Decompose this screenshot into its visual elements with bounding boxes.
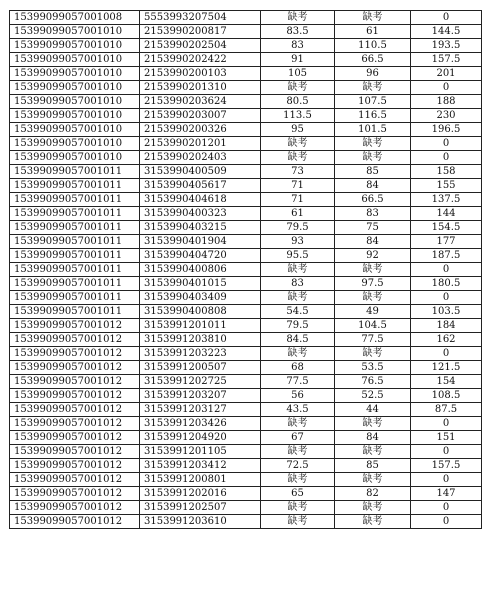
subject-score-1-cell: 77.5: [261, 375, 335, 389]
subject-score-2-cell: 缺考: [335, 263, 411, 277]
candidate-id-cell: 3153991202725: [140, 375, 261, 389]
subject-score-2-cell: 75: [335, 221, 411, 235]
total-score-cell: 0: [411, 137, 482, 151]
subject-score-1-cell: 54.5: [261, 305, 335, 319]
exam-room-cell: 15399099057001010: [10, 137, 140, 151]
subject-score-1-cell: 68: [261, 361, 335, 375]
score-table-body: [10, 11, 482, 529]
candidate-id-cell: 3153991204920: [140, 431, 261, 445]
exam-room-cell: 15399099057001011: [10, 221, 140, 235]
total-score-cell: 184: [411, 319, 482, 333]
table-row: [10, 291, 482, 305]
total-score-cell: 121.5: [411, 361, 482, 375]
subject-score-1-cell: 95: [261, 123, 335, 137]
candidate-id-cell: 3153991203610: [140, 515, 261, 529]
exam-room-cell: 15399099057001012: [10, 319, 140, 333]
total-score-cell: 0: [411, 501, 482, 515]
table-row: [10, 375, 482, 389]
subject-score-2-cell: 97.5: [335, 277, 411, 291]
subject-score-2-cell: 缺考: [335, 445, 411, 459]
candidate-id-cell: 3153990400808: [140, 305, 261, 319]
candidate-id-cell: 3153991203810: [140, 333, 261, 347]
subject-score-1-cell: 105: [261, 67, 335, 81]
table-row: [10, 39, 482, 53]
exam-room-cell: 15399099057001012: [10, 501, 140, 515]
total-score-cell: 108.5: [411, 389, 482, 403]
subject-score-1-cell: 71: [261, 193, 335, 207]
total-score-cell: 188: [411, 95, 482, 109]
subject-score-2-cell: 92: [335, 249, 411, 263]
exam-room-cell: 15399099057001011: [10, 179, 140, 193]
exam-room-cell: 15399099057001012: [10, 445, 140, 459]
exam-room-cell: 15399099057001012: [10, 347, 140, 361]
candidate-id-cell: 2153990202403: [140, 151, 261, 165]
exam-room-cell: 15399099057001012: [10, 375, 140, 389]
total-score-cell: 0: [411, 347, 482, 361]
table-row: [10, 193, 482, 207]
total-score-cell: 0: [411, 11, 482, 25]
total-score-cell: 144.5: [411, 25, 482, 39]
candidate-id-cell: 2153990203624: [140, 95, 261, 109]
subject-score-2-cell: 96: [335, 67, 411, 81]
subject-score-1-cell: 73: [261, 165, 335, 179]
total-score-cell: 0: [411, 263, 482, 277]
candidate-id-cell: 3153990401904: [140, 235, 261, 249]
table-row: [10, 361, 482, 375]
candidate-id-cell: 3153990404720: [140, 249, 261, 263]
table-row: [10, 501, 482, 515]
candidate-id-cell: 3153990404618: [140, 193, 261, 207]
exam-room-cell: 15399099057001012: [10, 515, 140, 529]
total-score-cell: 0: [411, 515, 482, 529]
total-score-cell: 0: [411, 291, 482, 305]
subject-score-2-cell: 76.5: [335, 375, 411, 389]
subject-score-1-cell: 72.5: [261, 459, 335, 473]
candidate-id-cell: 3153990400509: [140, 165, 261, 179]
total-score-cell: 196.5: [411, 123, 482, 137]
table-row: [10, 305, 482, 319]
candidate-id-cell: 3153990400323: [140, 207, 261, 221]
total-score-cell: 157.5: [411, 459, 482, 473]
table-row: [10, 403, 482, 417]
subject-score-1-cell: 缺考: [261, 417, 335, 431]
subject-score-1-cell: 84.5: [261, 333, 335, 347]
subject-score-1-cell: 43.5: [261, 403, 335, 417]
subject-score-1-cell: 缺考: [261, 151, 335, 165]
table-row: [10, 459, 482, 473]
subject-score-2-cell: 缺考: [335, 81, 411, 95]
exam-room-cell: 15399099057001010: [10, 67, 140, 81]
table-row: [10, 249, 482, 263]
candidate-id-cell: 3153991203127: [140, 403, 261, 417]
table-row: [10, 431, 482, 445]
table-row: [10, 137, 482, 151]
subject-score-1-cell: 缺考: [261, 137, 335, 151]
exam-room-cell: 15399099057001012: [10, 417, 140, 431]
exam-room-cell: 15399099057001010: [10, 53, 140, 67]
table-row: [10, 207, 482, 221]
subject-score-2-cell: 84: [335, 179, 411, 193]
subject-score-1-cell: 79.5: [261, 319, 335, 333]
table-row: [10, 333, 482, 347]
subject-score-1-cell: 95.5: [261, 249, 335, 263]
subject-score-1-cell: 缺考: [261, 473, 335, 487]
subject-score-2-cell: 116.5: [335, 109, 411, 123]
subject-score-1-cell: 91: [261, 53, 335, 67]
subject-score-1-cell: 61: [261, 207, 335, 221]
total-score-cell: 201: [411, 67, 482, 81]
candidate-id-cell: 3153991201105: [140, 445, 261, 459]
subject-score-2-cell: 缺考: [335, 151, 411, 165]
subject-score-2-cell: 107.5: [335, 95, 411, 109]
candidate-id-cell: 3153990403409: [140, 291, 261, 305]
candidate-id-cell: 3153990405617: [140, 179, 261, 193]
exam-room-cell: 15399099057001012: [10, 459, 140, 473]
exam-room-cell: 15399099057001010: [10, 25, 140, 39]
table-row: [10, 165, 482, 179]
table-row: [10, 11, 482, 25]
total-score-cell: 230: [411, 109, 482, 123]
subject-score-2-cell: 缺考: [335, 11, 411, 25]
subject-score-1-cell: 67: [261, 431, 335, 445]
subject-score-2-cell: 84: [335, 431, 411, 445]
subject-score-1-cell: 缺考: [261, 11, 335, 25]
subject-score-1-cell: 缺考: [261, 501, 335, 515]
table-row: [10, 515, 482, 529]
exam-room-cell: 15399099057001012: [10, 431, 140, 445]
exam-room-cell: 15399099057001011: [10, 193, 140, 207]
candidate-id-cell: 2153990200326: [140, 123, 261, 137]
exam-room-cell: 15399099057001012: [10, 361, 140, 375]
table-row: [10, 53, 482, 67]
candidate-id-cell: 2153990201310: [140, 81, 261, 95]
table-row: [10, 235, 482, 249]
total-score-cell: 158: [411, 165, 482, 179]
exam-room-cell: 15399099057001010: [10, 81, 140, 95]
subject-score-1-cell: 65: [261, 487, 335, 501]
candidate-id-cell: 2153990201201: [140, 137, 261, 151]
candidate-id-cell: 3153991201011: [140, 319, 261, 333]
exam-room-cell: 15399099057001011: [10, 207, 140, 221]
total-score-cell: 177: [411, 235, 482, 249]
total-score-cell: 137.5: [411, 193, 482, 207]
table-row: [10, 277, 482, 291]
candidate-id-cell: 3153991203223: [140, 347, 261, 361]
total-score-cell: 103.5: [411, 305, 482, 319]
table-row: [10, 319, 482, 333]
subject-score-1-cell: 71: [261, 179, 335, 193]
subject-score-1-cell: 缺考: [261, 347, 335, 361]
total-score-cell: 0: [411, 151, 482, 165]
subject-score-2-cell: 61: [335, 25, 411, 39]
subject-score-1-cell: 93: [261, 235, 335, 249]
subject-score-2-cell: 66.5: [335, 193, 411, 207]
total-score-cell: 155: [411, 179, 482, 193]
subject-score-2-cell: 52.5: [335, 389, 411, 403]
exam-room-cell: 15399099057001010: [10, 95, 140, 109]
total-score-cell: 151: [411, 431, 482, 445]
exam-room-cell: 15399099057001011: [10, 291, 140, 305]
subject-score-1-cell: 80.5: [261, 95, 335, 109]
subject-score-1-cell: 缺考: [261, 445, 335, 459]
subject-score-2-cell: 缺考: [335, 137, 411, 151]
candidate-id-cell: 3153991203426: [140, 417, 261, 431]
candidate-id-cell: 2153990202422: [140, 53, 261, 67]
candidate-id-cell: 3153991203412: [140, 459, 261, 473]
subject-score-1-cell: 缺考: [261, 81, 335, 95]
exam-room-cell: 15399099057001011: [10, 305, 140, 319]
subject-score-1-cell: 83.5: [261, 25, 335, 39]
table-row: [10, 81, 482, 95]
exam-room-cell: 15399099057001012: [10, 473, 140, 487]
table-row: [10, 473, 482, 487]
subject-score-2-cell: 缺考: [335, 473, 411, 487]
exam-room-cell: 15399099057001011: [10, 235, 140, 249]
candidate-id-cell: 2153990203007: [140, 109, 261, 123]
subject-score-2-cell: 77.5: [335, 333, 411, 347]
subject-score-2-cell: 缺考: [335, 347, 411, 361]
table-row: [10, 263, 482, 277]
exam-room-cell: 15399099057001010: [10, 109, 140, 123]
total-score-cell: 154: [411, 375, 482, 389]
subject-score-1-cell: 83: [261, 277, 335, 291]
table-row: [10, 445, 482, 459]
subject-score-1-cell: 缺考: [261, 515, 335, 529]
candidate-id-cell: 3153991202507: [140, 501, 261, 515]
candidate-id-cell: 2153990200103: [140, 67, 261, 81]
subject-score-2-cell: 53.5: [335, 361, 411, 375]
subject-score-1-cell: 56: [261, 389, 335, 403]
table-row: [10, 67, 482, 81]
exam-room-cell: 15399099057001010: [10, 123, 140, 137]
candidate-id-cell: 3153990401015: [140, 277, 261, 291]
total-score-cell: 0: [411, 445, 482, 459]
exam-room-cell: 15399099057001012: [10, 487, 140, 501]
candidate-id-cell: 5553993207504: [140, 11, 261, 25]
total-score-cell: 147: [411, 487, 482, 501]
table-row: [10, 95, 482, 109]
subject-score-2-cell: 44: [335, 403, 411, 417]
subject-score-2-cell: 缺考: [335, 515, 411, 529]
table-row: [10, 487, 482, 501]
candidate-id-cell: 3153991200801: [140, 473, 261, 487]
exam-room-cell: 15399099057001011: [10, 277, 140, 291]
subject-score-2-cell: 缺考: [335, 291, 411, 305]
table-row: [10, 25, 482, 39]
table-row: [10, 347, 482, 361]
subject-score-1-cell: 83: [261, 39, 335, 53]
total-score-cell: 0: [411, 417, 482, 431]
total-score-cell: 157.5: [411, 53, 482, 67]
exam-room-cell: 15399099057001011: [10, 165, 140, 179]
subject-score-2-cell: 110.5: [335, 39, 411, 53]
exam-room-cell: 15399099057001011: [10, 249, 140, 263]
subject-score-2-cell: 101.5: [335, 123, 411, 137]
subject-score-2-cell: 84: [335, 235, 411, 249]
table-row: [10, 221, 482, 235]
subject-score-2-cell: 83: [335, 207, 411, 221]
candidate-id-cell: 3153990403215: [140, 221, 261, 235]
exam-room-cell: 15399099057001012: [10, 403, 140, 417]
exam-room-cell: 15399099057001010: [10, 39, 140, 53]
candidate-id-cell: 2153990200817: [140, 25, 261, 39]
exam-room-cell: 15399099057001012: [10, 333, 140, 347]
total-score-cell: 193.5: [411, 39, 482, 53]
subject-score-2-cell: 66.5: [335, 53, 411, 67]
subject-score-1-cell: 79.5: [261, 221, 335, 235]
exam-room-cell: 15399099057001008: [10, 11, 140, 25]
subject-score-2-cell: 缺考: [335, 501, 411, 515]
candidate-id-cell: 2153990202504: [140, 39, 261, 53]
table-row: [10, 151, 482, 165]
total-score-cell: 187.5: [411, 249, 482, 263]
total-score-cell: 87.5: [411, 403, 482, 417]
candidate-id-cell: 3153990400806: [140, 263, 261, 277]
table-row: [10, 109, 482, 123]
table-row: [10, 179, 482, 193]
total-score-cell: 162: [411, 333, 482, 347]
subject-score-1-cell: 缺考: [261, 263, 335, 277]
table-row: [10, 389, 482, 403]
total-score-cell: 154.5: [411, 221, 482, 235]
candidate-id-cell: 3153991202016: [140, 487, 261, 501]
subject-score-2-cell: 85: [335, 165, 411, 179]
subject-score-1-cell: 缺考: [261, 291, 335, 305]
total-score-cell: 180.5: [411, 277, 482, 291]
exam-room-cell: 15399099057001012: [10, 389, 140, 403]
table-row: [10, 123, 482, 137]
exam-room-cell: 15399099057001011: [10, 263, 140, 277]
total-score-cell: 0: [411, 81, 482, 95]
subject-score-1-cell: 113.5: [261, 109, 335, 123]
total-score-cell: 144: [411, 207, 482, 221]
candidate-id-cell: 3153991203207: [140, 389, 261, 403]
subject-score-2-cell: 缺考: [335, 417, 411, 431]
subject-score-2-cell: 104.5: [335, 319, 411, 333]
subject-score-2-cell: 82: [335, 487, 411, 501]
subject-score-2-cell: 85: [335, 459, 411, 473]
table-row: [10, 417, 482, 431]
candidate-id-cell: 3153991200507: [140, 361, 261, 375]
total-score-cell: 0: [411, 473, 482, 487]
score-table: [9, 10, 482, 529]
exam-room-cell: 15399099057001010: [10, 151, 140, 165]
subject-score-2-cell: 49: [335, 305, 411, 319]
